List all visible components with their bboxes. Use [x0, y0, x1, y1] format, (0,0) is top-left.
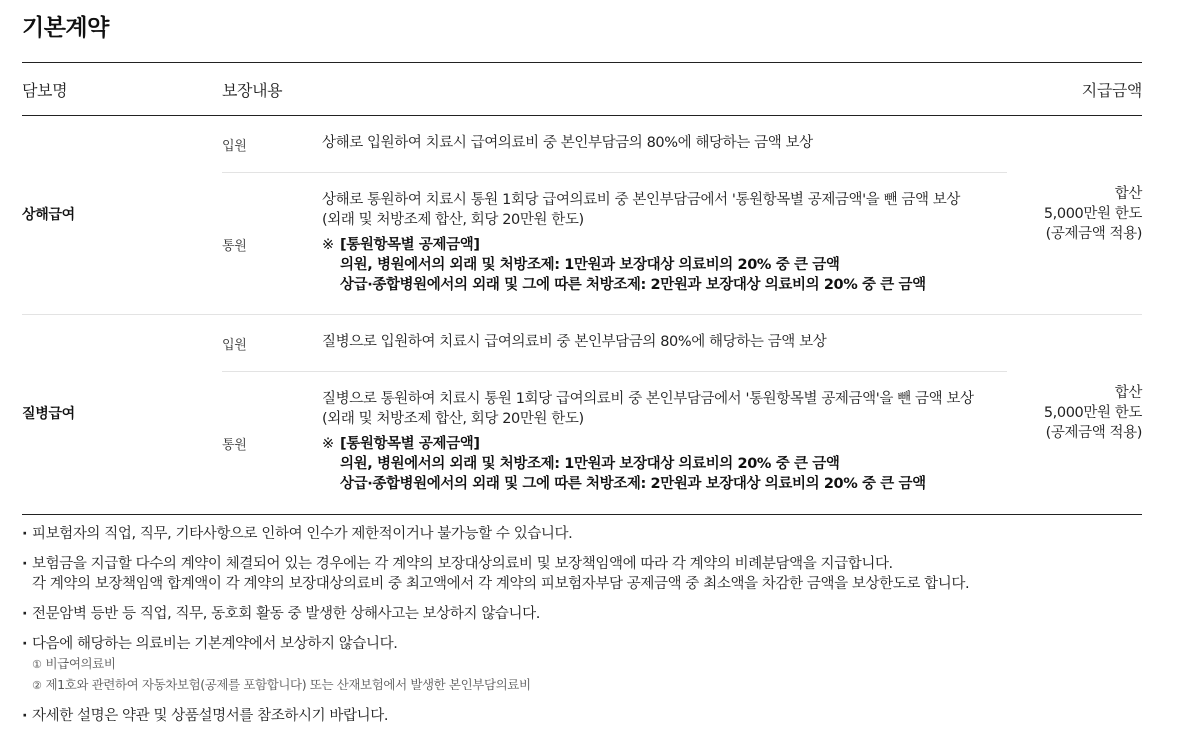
disease-inpatient-label: 입원: [222, 338, 247, 353]
notice-text: 각 계약의 보장책임액 합계액이 각 계약의 보장대상의료비 중 최고액에서 각 계약의 피보험자부담 공제금액 중 최소액을 차감한 금액을 보상한도로 합니다.: [32, 576, 970, 592]
note-line: 의원, 병원에서의 외래 및 처방조제: 1만원과 보장대상 의료비의 20% 중 큰 금액: [340, 456, 840, 472]
notice-subitem: [32, 675, 1162, 696]
disease-outpatient-line1: 질병으로 통원하여 치료시 통원 1회당 급여의료비 중 본인부담금에서 '통원항목별 공제금액'을 뺀 금액 보상: [322, 391, 974, 407]
category-divider: [22, 314, 1142, 315]
notice-text: · 피보험자의 직업, 직무, 기타사항으로 인하여 인수가 제한적이거나 불가능할 수 있습니다.: [32, 526, 573, 542]
table-bottom-border: [22, 514, 1142, 515]
table-top-border: [22, 62, 1142, 63]
note-title: [통원항목별 공제금액]: [340, 237, 480, 253]
disease-outpatient-label: 통원: [222, 438, 247, 453]
page-title: 기본계약: [22, 15, 109, 41]
reference-mark: ※: [322, 436, 334, 452]
notice-subitem: [32, 654, 1162, 675]
category-disease: 질병급여: [22, 406, 75, 422]
note-line: 상급·종합병원에서의 외래 및 그에 따른 처방조제: 2만원과 보장대상 의료비의 20% 중 큰 금액: [340, 476, 926, 492]
notice-item: [22, 634, 1162, 696]
note-line: 상급·종합병원에서의 외래 및 그에 따른 처방조제: 2만원과 보장대상 의료비의 20% 중 큰 금액: [340, 277, 926, 293]
notice-subitem-text: 제1호와 관련하여 자동차보험(공제를 포함합니다) 또는 산재보험에서 발생한 본인부담의료비: [45, 677, 531, 692]
table-header-border: [22, 115, 1142, 116]
amount-line: (공제금액 적용): [1045, 425, 1142, 441]
notice-item: [22, 706, 1162, 726]
row-divider: [222, 371, 1007, 372]
header-coverage-name: 담보명: [22, 81, 68, 100]
amount-line: 합산: [1114, 385, 1142, 401]
injury-deduction-note: [322, 235, 926, 295]
injury-outpatient-line1: 상해로 통원하여 치료시 통원 1회당 급여의료비 중 본인부담금에서 '통원항목별 공제금액'을 뺀 금액 보상: [322, 192, 960, 208]
injury-payment-amount: [1044, 184, 1142, 244]
circled-number-one: ①: [32, 658, 42, 671]
category-injury: 상해급여: [22, 207, 75, 223]
circled-number-two: ②: [32, 679, 42, 692]
row-divider: [222, 172, 1007, 173]
amount-line: (공제금액 적용): [1045, 226, 1142, 242]
reference-mark: ※: [322, 237, 334, 253]
header-coverage-content: 보장내용: [222, 81, 283, 100]
disease-inpatient-text: 질병으로 입원하여 치료시 급여의료비 중 본인부담금의 80%에 해당하는 금액 보상: [322, 334, 827, 350]
amount-line: 5,000만원 한도: [1043, 206, 1142, 222]
amount-line: 5,000만원 한도: [1043, 405, 1142, 421]
injury-inpatient-label: 입원: [222, 139, 247, 154]
note-title: [통원항목별 공제금액]: [340, 436, 480, 452]
notice-list: [22, 524, 1162, 736]
amount-line: 합산: [1114, 186, 1142, 202]
notice-text: · 자세한 설명은 약관 및 상품설명서를 참조하시기 바랍니다.: [32, 708, 389, 724]
disease-outpatient-line2: (외래 및 처방조제 합산, 회당 20만원 한도): [322, 411, 584, 427]
disease-payment-amount: [1044, 383, 1142, 443]
notice-subitem-text: 비급여의료비: [45, 656, 116, 671]
disease-deduction-note: [322, 434, 926, 494]
note-line: 의원, 병원에서의 외래 및 처방조제: 1만원과 보장대상 의료비의 20% 중 큰 금액: [340, 257, 840, 273]
notice-item: [22, 554, 1162, 594]
injury-inpatient-text: 상해로 입원하여 치료시 급여의료비 중 본인부담금의 80%에 해당하는 금액 보상: [322, 135, 813, 151]
notice-text: · 전문암벽 등반 등 직업, 직무, 동호회 활동 중 발생한 상해사고는 보상하지 않습니다.: [32, 606, 540, 622]
notice-text: · 보험금을 지급할 다수의 계약이 체결되어 있는 경우에는 각 계약의 보장대상의료비 및 보장책임액에 따라 각 계약의 비례분담액을 지급합니다.: [32, 556, 893, 572]
injury-outpatient-label: 통원: [222, 239, 247, 254]
notice-text: · 다음에 해당하는 의료비는 기본계약에서 보상하지 않습니다.: [32, 636, 398, 652]
notice-item: [22, 524, 1162, 544]
header-payment-amount: 지급금액: [1081, 81, 1142, 100]
injury-outpatient-line2: (외래 및 처방조제 합산, 회당 20만원 한도): [322, 212, 584, 228]
notice-item: [22, 604, 1162, 624]
